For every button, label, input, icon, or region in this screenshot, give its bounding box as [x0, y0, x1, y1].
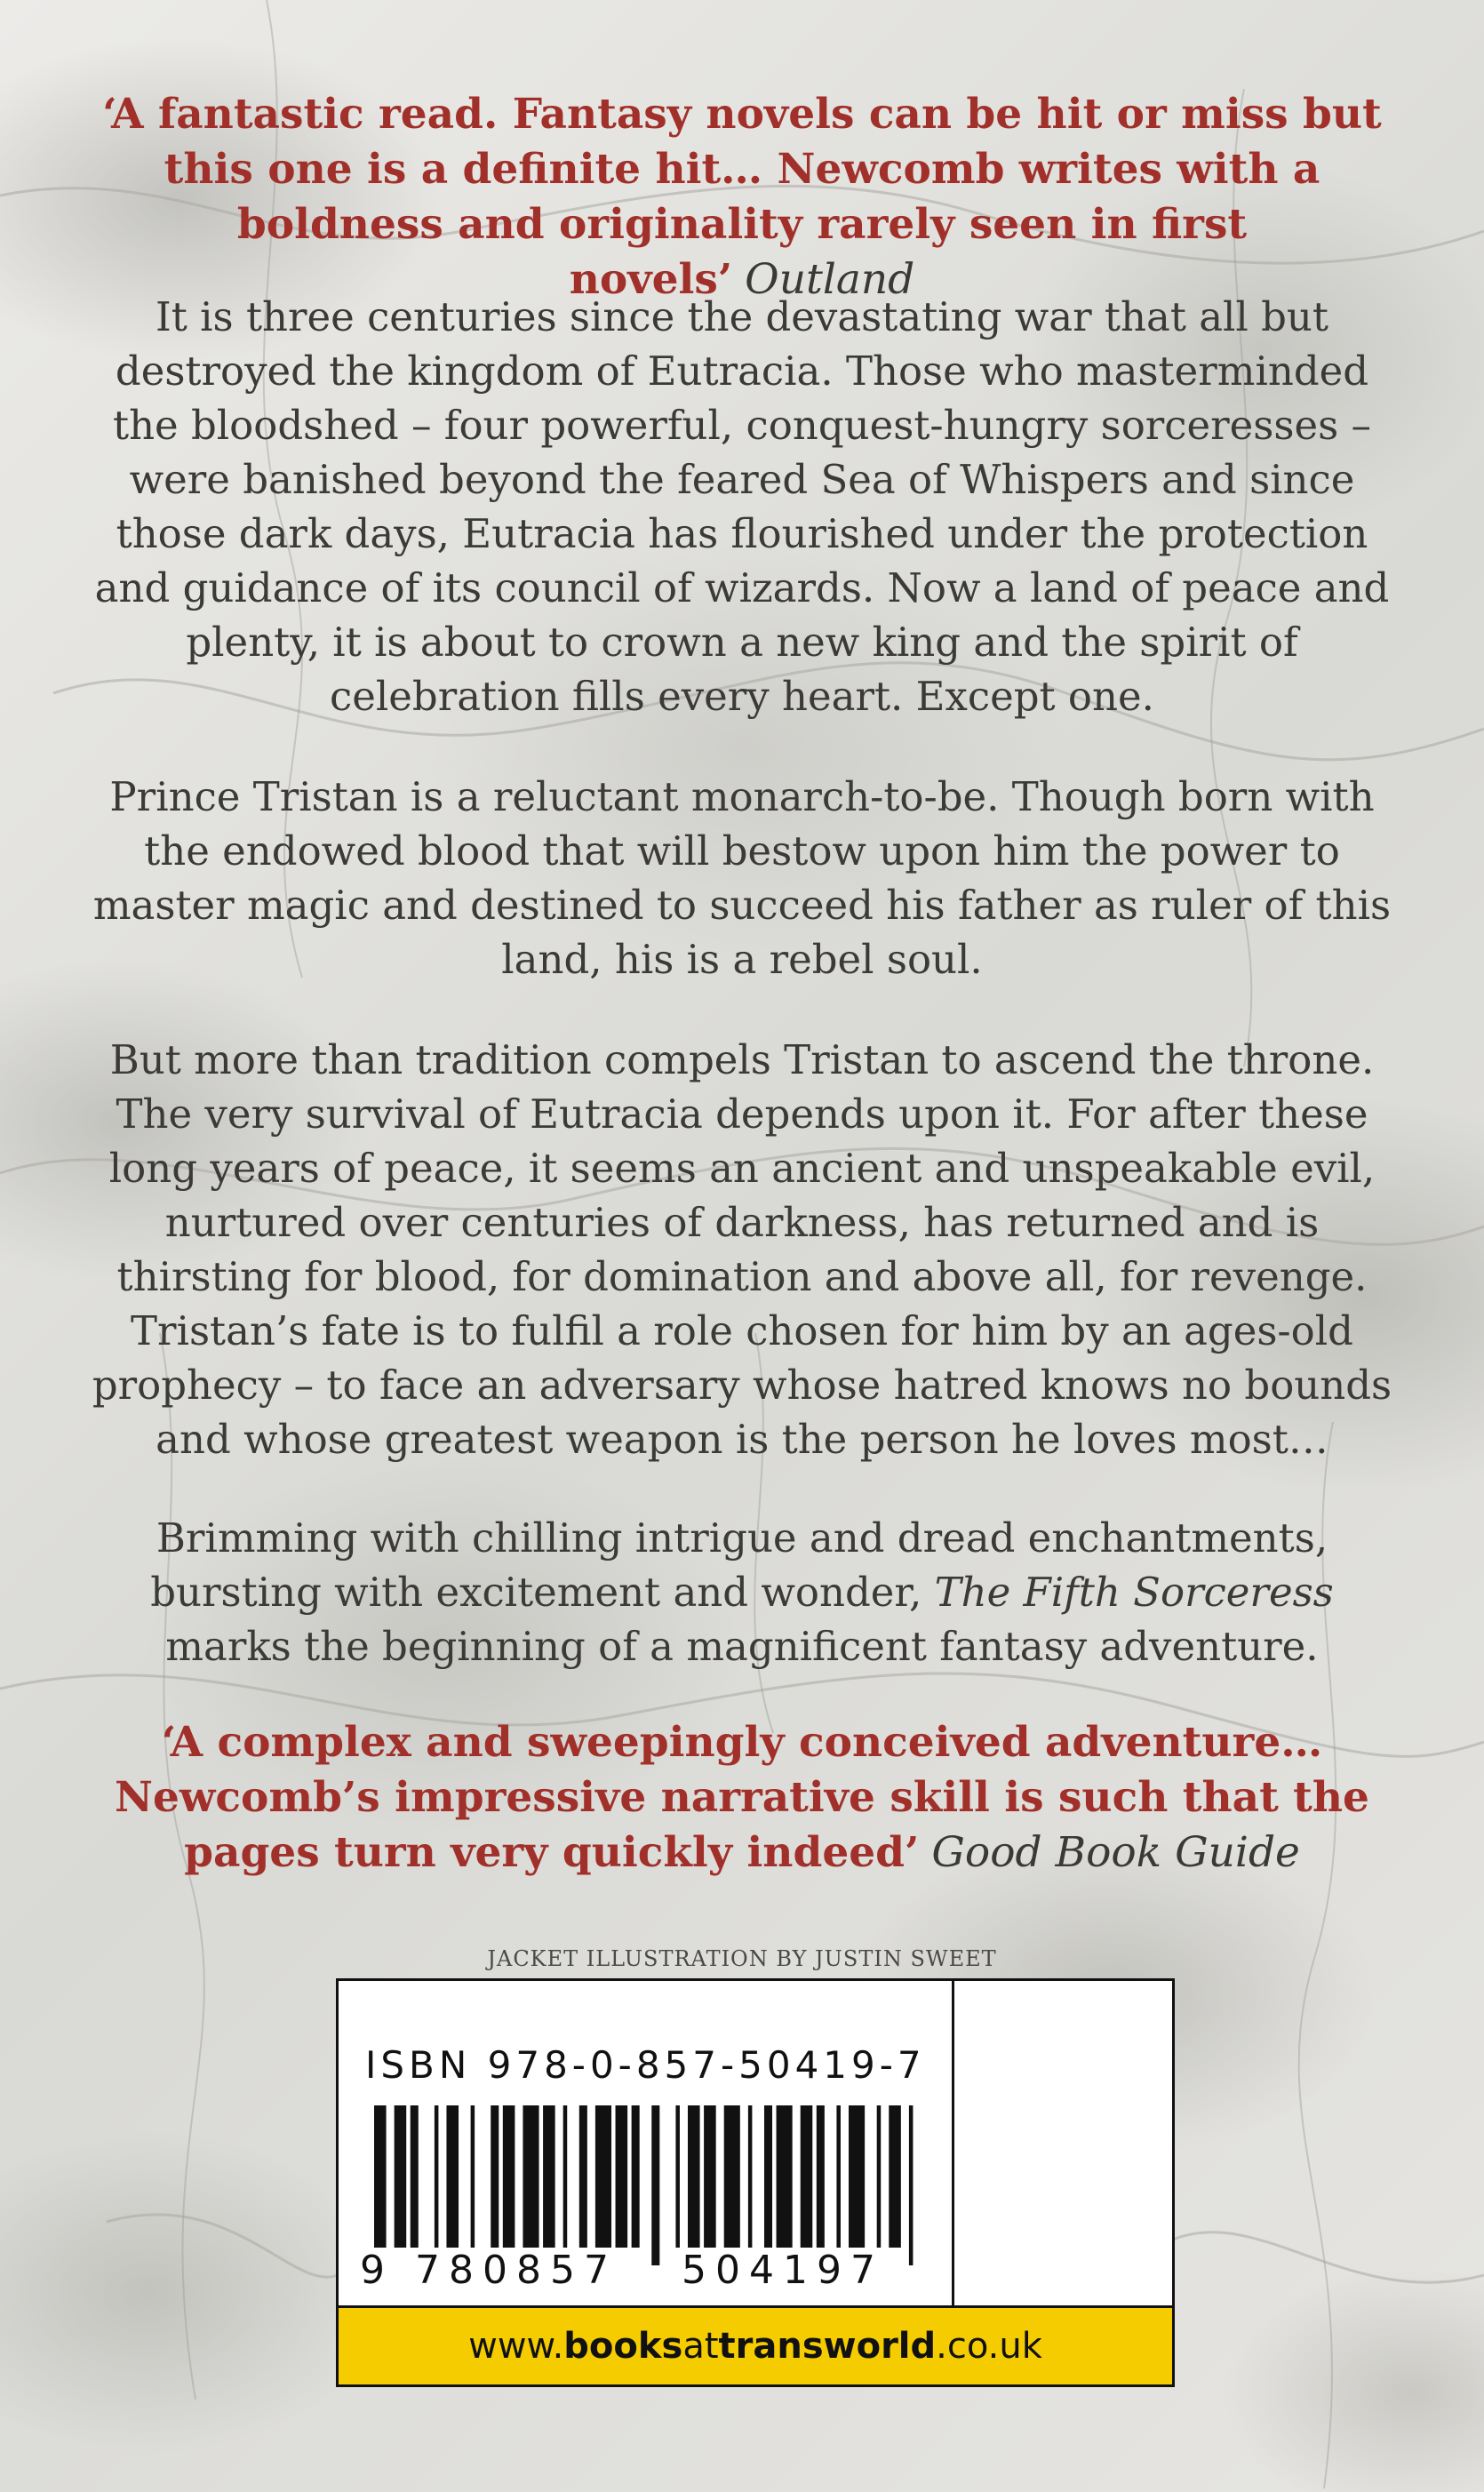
barcode-digit-group-2: 504197 [682, 2248, 884, 2293]
blurb-paragraph-2: Prince Tristan is a reluctant monarch-to-be. Though born with the endowed blood that will bestow upon him the power to master magic and destined to succeed his father as ruler of this land, his is a rebel soul. [92, 773, 1392, 983]
url-bold-books: books [563, 2326, 683, 2367]
illustration-credit: JACKET ILLUSTRATION BY JUSTIN SWEET [487, 1946, 997, 1971]
book-title: The Fifth Sorceress [934, 1569, 1334, 1616]
panel-divider [952, 1981, 954, 2305]
publisher-url[interactable] [339, 2308, 1172, 2384]
paragraph-4-lead: Brimming with chilling intrigue and dread enchantments, bursting with excitement and wonder, [150, 1514, 1328, 1616]
quote-text: ‘A complex and sweepingly conceived adventure… Newcomb’s impressive narrative skill is such that the pages turn very quickly indeed’ [115, 1718, 1369, 1877]
review-quote-good-book-guide [89, 1715, 1395, 1881]
blurb-paragraph-4 [89, 1511, 1395, 1673]
quote-source: Outland [745, 255, 915, 304]
url-bold-transworld: transworld [718, 2326, 937, 2367]
barcode-digits [358, 2248, 945, 2301]
barcode-panel [336, 1978, 1175, 2387]
quote-text: ‘A fantastic read. Fantasy novels can be hit or miss but this one is a definite hit… Newcomb writes with a boldness and originality rarely seen in first novels’ [102, 90, 1382, 304]
barcode-digit-first: 9 [360, 2248, 385, 2293]
barcode-digit-group-1: 780857 [415, 2248, 618, 2293]
blurb-paragraph-3: But more than tradition compels Tristan to ascend the throne. The very survival of Eutracia depends upon it. For after these long years of peace, it seems an ancient and unspeakable evil, nurtured over centuries of darkness, has returned and is thirsting for blood, for domination and above all, for revenge. Tristan’s fate is to fulfil a role chosen for him by an ages-old prophecy – to face an adversary whose hatred knows no bounds and whose greatest weapon is the person he loves most… [92, 1036, 1392, 1463]
url-at: at [682, 2326, 719, 2367]
review-quote-outland [89, 87, 1395, 308]
isbn-label: ISBN 978-0-857-50419-7 [365, 2043, 926, 2087]
url-suffix: .co.uk [936, 2326, 1042, 2367]
paragraph-4-tail: marks the beginning of a magnificent fantasy adventure. [165, 1623, 1319, 1670]
blurb-paragraph-1: It is three centuries since the devastating war that all but destroyed the kingdom of Eutracia. Those who masterminded the bloodshed – four powerful, conquest-hungry sorceresses – were banished beyond the feared Sea of Whispers and since those dark days, Eutracia has flourished under the protection and guidance of its council of wizards. Now a land of peace and plenty, it is about to crown a new king and the spirit of celebration fills every heart. Except one. [94, 293, 1390, 720]
url-prefix: www. [468, 2326, 564, 2367]
barcode-icon [374, 2105, 925, 2265]
quote-source: Good Book Guide [931, 1828, 1300, 1877]
